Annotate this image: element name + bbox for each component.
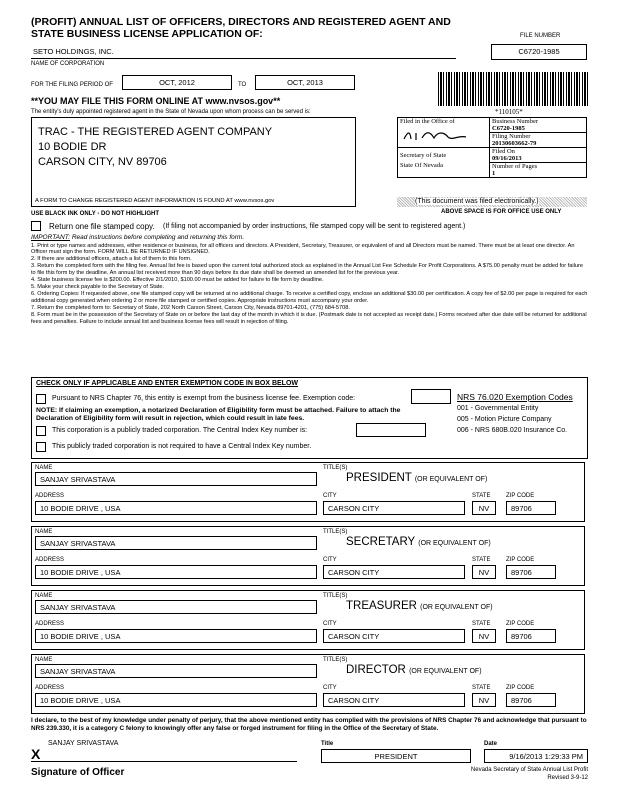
exemption-pursuant: Pursuant to NRS Chapter 76, this entity is exempt from the business license fee. Exemption code: (52, 395, 356, 402)
officer-name-field[interactable]: SANJAY SRIVASTAVA (35, 472, 317, 486)
officer-address-label: ADDRESS (35, 621, 65, 627)
officer-city-label: CITY (323, 685, 337, 691)
form-title (31, 16, 451, 40)
form-title-line1: (PROFIT) ANNUAL LIST OF OFFICERS, DIRECTORS AND REGISTERED AGENT AND (31, 16, 451, 28)
officer-zip-field[interactable]: 89706 (506, 565, 556, 579)
officer-address-label: ADDRESS (35, 557, 65, 563)
signer-name: SANJAY SRIVASTAVA (48, 740, 119, 747)
signature-label: Signature of Officer (31, 767, 125, 778)
stamp-state-of-nevada: State Of Nevada (400, 162, 443, 169)
signature-x-mark: X (31, 746, 41, 762)
officer-city-label: CITY (323, 621, 337, 627)
stamp-business-number-label: Business Number (492, 118, 539, 125)
officer-state-label: STATE (472, 685, 491, 691)
officer-title-label: TITLE(S) (323, 465, 348, 471)
officer-name-field[interactable]: SANJAY SRIVASTAVA (35, 600, 317, 614)
period-to-label: TO (238, 82, 247, 88)
form-title-line2: STATE BUSINESS LICENSE APPLICATION OF: (31, 28, 263, 40)
officer-address-field[interactable]: 10 BODIE DRIVE , USA (35, 693, 317, 707)
officer-address-field[interactable]: 10 BODIE DRIVE , USA (35, 501, 317, 515)
instruction-item: 1. Print or type names and addresses, either residence or business, for all officers and directors. A President, Secretary, Treasurer, or equivalent of and all Directors must be named. There must be at least one director. An Officer must sign the form. FORM WILL BE RETURNED IF UNSIGNED. (31, 242, 575, 256)
return-copy-checkbox[interactable] (31, 221, 41, 231)
exemption-header: CHECK ONLY IF APPLICABLE AND ENTER EXEMPTION CODE IN BOX BELOW (36, 380, 299, 387)
officer-city-label: CITY (323, 493, 337, 499)
corporation-name-label: NAME OF CORPORATION (31, 61, 105, 67)
officer-city-field[interactable]: CARSON CITY (323, 565, 465, 579)
officer-title-label: TITLE(S) (323, 657, 348, 663)
officer-state-label: STATE (472, 557, 491, 563)
period-from-field[interactable]: OCT, 2012 (122, 75, 232, 90)
agent-address: 10 BODIE DR (38, 141, 107, 153)
corporation-name-field[interactable]: SETO HOLDINGS, INC. (31, 45, 456, 59)
registered-agent-box (31, 117, 356, 207)
officer-title-equivalent: (OR EQUIVALENT OF) (414, 476, 488, 483)
officer-zip-field[interactable]: 89706 (506, 693, 556, 707)
exemption-code-field[interactable] (411, 389, 451, 404)
period-to-field[interactable]: OCT, 2013 (255, 75, 355, 90)
officer-state-label: STATE (472, 621, 491, 627)
signature-line[interactable] (31, 761, 297, 762)
instruction-item: 3. Return the completed form with the filing fee. Annual list fee is based upon the current total authorized stock as explained in the Annual List Fee Schedule For Profit Corporations. A $75.00 penalty must be added for failure to file this form by the deadline. An annual list received more than 90 days before its due date shall be deemed an amended list for the previous year. (31, 263, 583, 276)
signature-date-field[interactable]: 9/16/2013 1:29:33 PM (484, 749, 588, 763)
stamp-filed-on: 09/16/2013 (492, 155, 522, 162)
officer-state-field[interactable]: NV (472, 693, 496, 707)
electronic-filing-notice: (This document was filed electronically.) (415, 198, 539, 205)
barcode-number: *110105* (495, 108, 523, 116)
stamp-filing-number: 20130603662-79 (492, 140, 537, 147)
officer-zip-label: ZIP CODE (506, 621, 535, 627)
not-required-checkbox[interactable] (36, 442, 46, 452)
officer-zip-field[interactable]: 89706 (506, 629, 556, 643)
stamp-filing-number-label: Filing Number (492, 133, 531, 140)
officer-title-value: TREASURER (346, 600, 417, 612)
barcode-image (438, 72, 588, 106)
exemption-code-item: 006 - NRS 680B.020 Insurance Co. (457, 427, 568, 434)
officer-city-label: CITY (323, 557, 337, 563)
officer-block (31, 590, 585, 650)
officer-title (346, 600, 493, 612)
officer-state-label: STATE (472, 493, 491, 499)
officer-zip-label: ZIP CODE (506, 493, 535, 499)
officer-name-label: NAME (35, 657, 53, 663)
officer-state-field[interactable]: NV (472, 501, 496, 515)
officer-title-value: SECRETARY (346, 536, 416, 548)
filing-stamp (397, 117, 587, 178)
officer-block (31, 654, 585, 714)
instruction-item: 5. Make your check payable to the Secretary of State. (31, 284, 165, 291)
file-number-field[interactable]: C6720-1985 (491, 44, 587, 60)
stamp-filed-on-label: Filed On (492, 148, 515, 155)
exemption-checkbox[interactable] (36, 394, 46, 404)
stamp-pages: 1 (492, 170, 496, 177)
officer-title (346, 536, 491, 548)
agent-notice: The entity's duly appointed registered agent in the State of Nevada upon whom process can be served is: (31, 109, 311, 115)
agent-city: CARSON CITY, NV 89706 (38, 156, 167, 168)
stamp-pages-label: Number of Pages (492, 163, 538, 170)
officer-name-label: NAME (35, 593, 53, 599)
officer-city-field[interactable]: CARSON CITY (323, 629, 465, 643)
exemption-code-item: 005 - Motion Picture Company (457, 416, 552, 423)
important-text: Read instructions before completing and returning this form. (71, 234, 245, 241)
officer-name-label: NAME (35, 465, 53, 471)
officer-address-label: ADDRESS (35, 493, 65, 499)
form-name: Nevada Secretary of State Annual List Profit (470, 767, 588, 773)
file-number-label: FILE NUMBER (520, 33, 561, 39)
officer-address-label: ADDRESS (35, 685, 65, 691)
officer-title-label: TITLE(S) (323, 529, 348, 535)
stamp-secretary-of-state: Secretary of State (400, 152, 447, 159)
officer-title (346, 664, 482, 676)
officer-block (31, 526, 585, 586)
secretary-signature-image (400, 129, 470, 143)
officer-title (346, 472, 487, 484)
officer-block (31, 462, 585, 522)
officer-address-field[interactable]: 10 BODIE DRIVE , USA (35, 629, 317, 643)
officer-zip-field[interactable]: 89706 (506, 501, 556, 515)
form-revised: Revised 3-9-12 (547, 775, 588, 781)
officer-title-equivalent: (OR EQUIVALENT OF) (409, 668, 482, 675)
officer-name-field[interactable]: SANJAY SRIVASTAVA (35, 664, 317, 678)
agent-change-notice: A FORM TO CHANGE REGISTERED AGENT INFORMATION IS FOUND AT www.nvsos.gov (35, 198, 275, 204)
publicly-traded-checkbox[interactable] (36, 426, 46, 436)
return-copy-note: (If filing not accompanied by order instructions, file stamped copy will be sent to registered agent.) (163, 223, 466, 230)
online-notice: **YOU MAY FILE THIS FORM ONLINE AT www.nvsos.gov** (31, 96, 281, 106)
officer-title-value: PRESIDENT (346, 472, 412, 484)
exemption-codes-title: NRS 76.020 Exemption Codes (457, 392, 573, 402)
officer-state-field[interactable]: NV (472, 629, 496, 643)
instruction-item: 8. Form must be in the possession of the Secretary of State on or before the last day of the month in which it is due. (Postmark date is not accepted as receipt date.) Forms received after due date will be returned for additional fees and penalties. Failure to include annual list and business license fees will result in rejection of filing. (31, 312, 587, 325)
not-required-label: This publicly traded corporation is not required to have a Central Index Key number. (52, 443, 312, 450)
instructions (31, 235, 588, 326)
officer-address-field[interactable]: 10 BODIE DRIVE , USA (35, 565, 317, 579)
date-label: Date (484, 741, 498, 747)
instruction-item: 6. Ordering Copies: If requested above, one file stamped copy will be returned at no additional charge. To receive a certified copy, enclose an additional $30.00 per certification. A copy fee of $2.00 per page is required for each additional copy generated when ordering 2 or more file stamped or certified copies. Appropriate instructions must accompany your order. (31, 291, 588, 304)
black-ink-notice: USE BLACK INK ONLY - DO NOT HIGHLIGHT (31, 211, 160, 217)
officer-title-equivalent: (OR EQUIVALENT OF) (418, 540, 491, 547)
important-label: IMPORTANT: (31, 234, 70, 241)
signature-title-field[interactable]: PRESIDENT (321, 749, 471, 763)
instruction-item: 2. If there are additional officers, attach a list of them to this form. (31, 256, 192, 263)
stamp-filed-in-office: Filed in the Office of (400, 118, 455, 125)
central-index-key-field[interactable] (356, 423, 426, 437)
exemption-code-item: 001 - Governmental Entity (457, 405, 539, 412)
officer-zip-label: ZIP CODE (506, 557, 535, 563)
office-use-label: ABOVE SPACE IS FOR OFFICE USE ONLY (441, 209, 562, 215)
exemption-box (31, 377, 588, 459)
return-copy-label: Return one file stamped copy. (49, 222, 155, 231)
officer-name-label: NAME (35, 529, 53, 535)
officer-state-field[interactable]: NV (472, 565, 496, 579)
officer-name-field[interactable]: SANJAY SRIVASTAVA (35, 536, 317, 550)
officer-title-value: DIRECTOR (346, 664, 406, 676)
declaration-text: I declare, to the best of my knowledge under penalty of perjury, that the above mentioned entity has complied with the provisions of NRS Chapter 76 and acknowledge that pursuant to NRS 239.330, it is a category C felony to knowingly offer any false or forged instrument for filing in the Office of the Secretary of State. (31, 717, 587, 732)
officer-city-field[interactable]: CARSON CITY (323, 693, 465, 707)
officer-title-label: TITLE(S) (323, 593, 348, 599)
agent-name: TRAC - THE REGISTERED AGENT COMPANY (38, 126, 273, 138)
officer-zip-label: ZIP CODE (506, 685, 535, 691)
exemption-note: NOTE: If claiming an exemption, a notarized Declaration of Eligibility form must be attached. Failure to attach the Declaration of Eligibility form will result in rejection, which could result in late fees. (36, 407, 401, 422)
officer-title-equivalent: (OR EQUIVALENT OF) (420, 604, 493, 611)
instruction-item: 4. State business license fee is $200.00. Effective 2/1/2010, $100.00 must be added for failure to file form by deadline. (31, 277, 324, 284)
filing-period-label: FOR THE FILING PERIOD OF (31, 82, 113, 88)
instruction-item: 7. Return the completed form to: Secretary of State, 202 North Carson Street, Carson City, Nevada 89701-4201, (775) 684-5708. (31, 304, 350, 311)
stamp-business-number: C6720-1985 (492, 125, 525, 132)
publicly-traded-label: This corporation is a publicly traded corporation. The Central Index Key number is: (52, 427, 308, 434)
officer-city-field[interactable]: CARSON CITY (323, 501, 465, 515)
title-label: Title (321, 741, 334, 747)
